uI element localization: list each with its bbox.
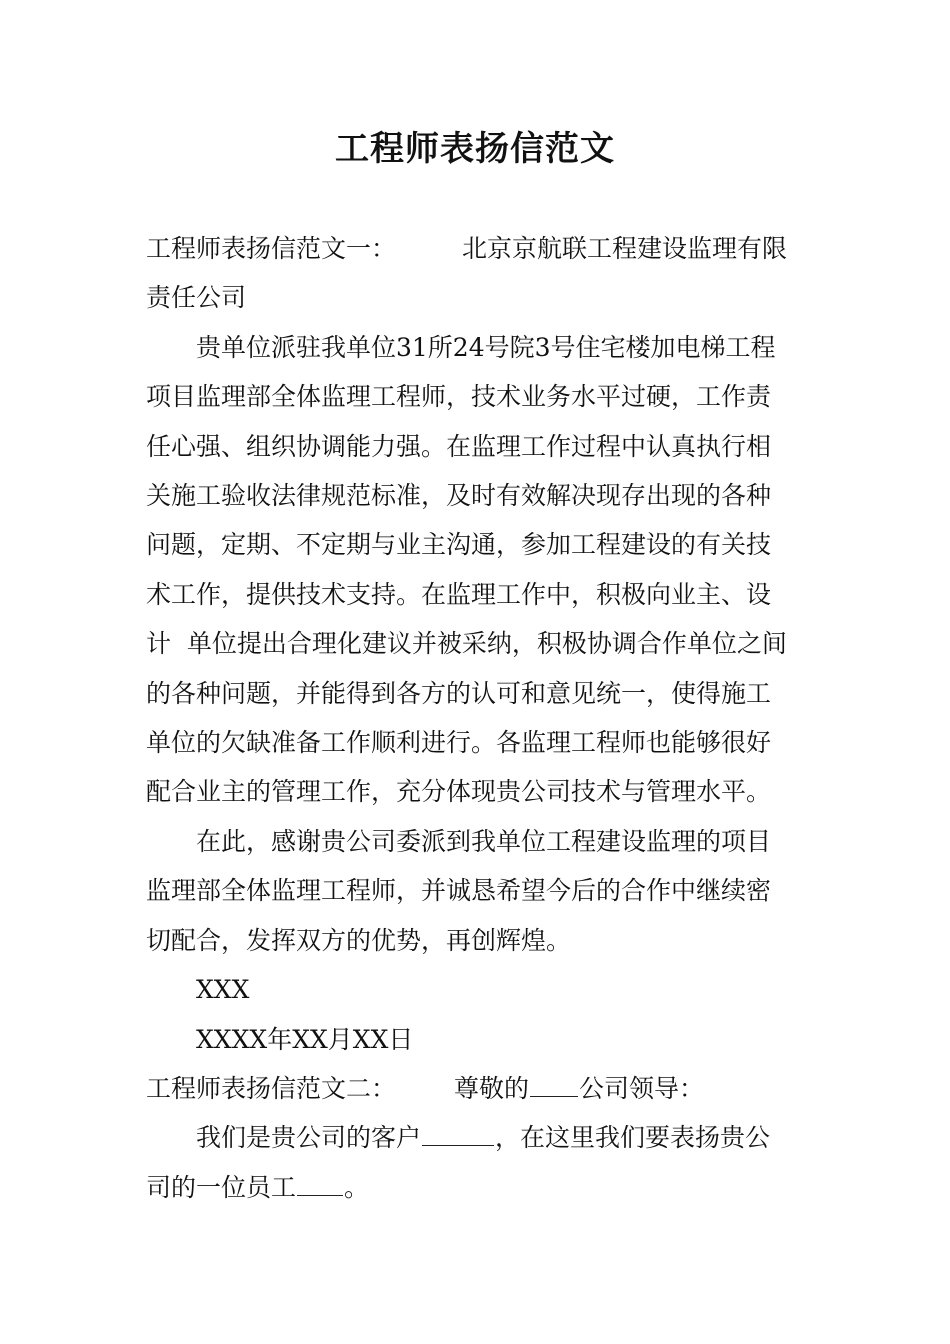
employee-blank xyxy=(297,1173,343,1196)
letter1-thanks-line: 监理部全体监理工程师，并诚恳希望今后的合作中继续密 xyxy=(146,876,772,906)
letter2-heading-label: 工程师表扬信范文二： xyxy=(146,1073,397,1103)
letter2-line1-pre: 我们是贵公司的客户 xyxy=(196,1123,422,1153)
letter1-body-line: 关施工验收法律规范标准，及时有效解决现存出现的各种 xyxy=(146,481,772,511)
letter1-body-line: 单位的欠缺准备工作顺利进行。各监理工程师也能够很好 xyxy=(146,728,772,758)
letter1-thanks-line: 在此，感谢贵公司委派到我单位工程建设监理的项目 xyxy=(196,826,772,856)
document-title: 工程师表扬信范文 xyxy=(335,129,615,169)
letter2-salutation-post: 公司领导： xyxy=(579,1073,705,1103)
letter1-body-line: 术工作，提供技术支持。在监理工作中，积极向业主、设 xyxy=(146,579,772,609)
letter2-line2-pre: 司的一位员工 xyxy=(146,1172,297,1202)
letter1-date: XXXX年XX月XX日 xyxy=(196,1024,414,1054)
letter2-line2-post: 。 xyxy=(344,1172,370,1202)
letter2-line1-post: ，在这里我们要表扬贵公 xyxy=(495,1123,771,1153)
letter2-body-line xyxy=(146,1113,810,1162)
letter2-salutation-pre: 尊敬的 xyxy=(454,1073,530,1103)
letter1-thanks-line: 切配合，发挥双方的优势，再创辉煌。 xyxy=(146,925,572,955)
letter1-body-line: 项目监理部全体监理工程师，技术业务水平过硬，工作责 xyxy=(146,382,772,412)
letter1-body-line: 的各种问题，并能得到各方的认可和意见统一，使得施工 xyxy=(146,678,772,708)
letter1-body-line: 贵单位派驻我单位31所24号院3号住宅楼加电梯工程 xyxy=(196,332,776,362)
letter1-body-line: 计 单位提出合理化建议并被采纳，积极协调合作单位之间 xyxy=(146,629,787,659)
letter1-recipient-cont: 责任公司 xyxy=(146,283,247,313)
document-body xyxy=(146,224,810,1212)
letter2-heading xyxy=(146,1064,810,1113)
letter1-signature: XXX xyxy=(196,975,250,1005)
letter1-body-line: 任心强、组织协调能力强。在监理工作过程中认真执行相 xyxy=(146,431,772,461)
letter2-body-line xyxy=(146,1163,810,1212)
customer-blank xyxy=(422,1123,494,1146)
letter1-body-line: 配合业主的管理工作，充分体现贵公司技术与管理水平。 xyxy=(146,777,772,807)
letter1-heading-label: 工程师表扬信范文一： xyxy=(146,234,397,263)
salutation-blank xyxy=(530,1074,578,1097)
letter1-recipient: 北京京航联工程建设监理有限 xyxy=(462,234,788,263)
letter1-body-line: 问题，定期、不定期与业主沟通，参加工程建设的有关技 xyxy=(146,530,772,560)
letter1-heading xyxy=(146,224,810,273)
